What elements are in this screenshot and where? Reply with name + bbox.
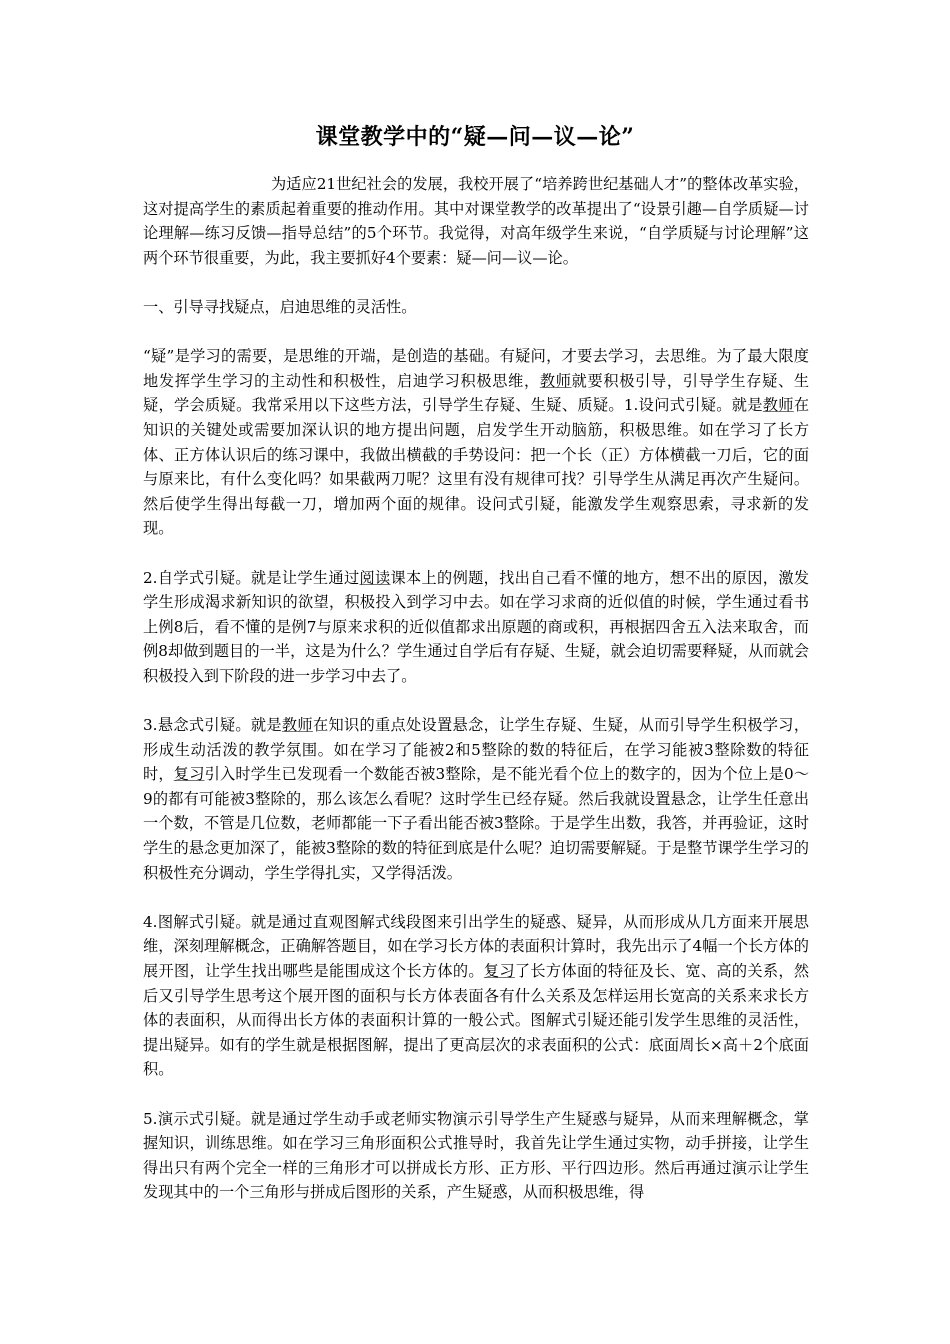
document-title: 课堂教学中的“疑—问—议—论”: [315, 124, 635, 150]
paragraph-1-text-b: 就要积极引导，引导学生存疑、生疑，学会质疑。我常采用以下这些方法，引导学生存疑、生疑、质疑。1.设问式引疑。就是: [143, 371, 810, 415]
link-review[interactable]: 复习: [483, 962, 515, 980]
paragraph-1-text-a: “疑”是学习的需要，是思维的开端，是创造的基础。有疑问，才要去学习，去思维。为了最大限度地发挥学生学习的主动性和积极性，启迪学习积极思维，: [143, 347, 809, 390]
paragraph-4: [143, 910, 809, 1082]
intro-paragraph: 为适应21世纪社会的发展，我校开展了“培养跨世纪基础人才”的整体改革实验，这对提高学生的素质起着重要的推动作用。其中对课堂教学的改革提出了“设景引趣—自学质疑—讨论理解—练习反馈—指导总结”的5个环节。我觉得，对高年级学生来说，“自学质疑与讨论理解”这两个环节很重要，为此，我主要抓好4个要素：疑—问—议—论。: [143, 175, 809, 267]
link-teacher[interactable]: 教师: [281, 716, 313, 735]
link-review[interactable]: 复习: [173, 765, 205, 784]
paragraph-2: [143, 566, 809, 689]
paragraph-1: [143, 344, 809, 541]
link-teacher[interactable]: 教师: [762, 396, 794, 415]
section-heading-1: 一、引导寻找疑点，启迪思维的灵活性。: [143, 297, 417, 316]
paragraph-3: [143, 713, 809, 885]
paragraph-2-text-a: 2.自学式引疑。就是让学生通过: [143, 568, 360, 587]
link-teacher[interactable]: 教师: [539, 371, 572, 390]
paragraph-3-text-a: 3.悬念式引疑。就是: [143, 716, 282, 735]
paragraph-1-text-c: 在知识的关键处或需要加深认识的地方提出问题，启发学生开动脑筋，积极思维。如在学习了长方体、正方体认识后的练习课中，我做出横截的手势设问：把一个长（正）方体横截一刀后，它的面与原来比，有什么变化吗？如果截两刀呢？这里有没有规律可找？引导学生从满足再次产生疑问。然后使学生得出每截一刀，增加两个面的规律。设问式引疑，能激发学生观察思索，寻求新的发现。: [143, 396, 809, 538]
link-reading[interactable]: 阅读: [359, 568, 391, 587]
paragraph-4-text-a: 4.图解式引疑。就是通过直观图解式线段图来引出学生的疑惑、疑异，从而形成从几方面来开展思维，深刻理解概念，正确解答题目，如在学习长方体的表面积计算时，我先出示了4幅一个长方体的展开图，让学生找出哪些是能围成这个长方体的。: [143, 912, 809, 980]
paragraph-5: 5.演示式引疑。就是通过学生动手或老师实物演示引导学生产生疑惑与疑异，从而来理解概念，掌握知识，训练思维。如在学习三角形面积公式推导时，我首先让学生通过实物，动手拼接，让学生得出只有两个完全一样的三角形才可以拼成长方形、正方形、平行四边形。然后再通过演示让学生发现其中的一个三角形与拼成后图形的关系，产生疑惑，从而积极思维，得: [143, 1109, 809, 1202]
paragraph-3-text-b: 在知识的重点处设置悬念，让学生存疑、生疑，从而引导学生积极学习，形成生动活泼的教学氛围。如在学习了能被2和5整除的数的特征后，在学习能被3整除数的特征时，: [143, 716, 810, 784]
paragraph-3-text-c: 引入时学生已发现看一个数能否被3整除，是不能光看个位上的数字的，因为个位上是0～9的都有可能被3整除的，那么该怎么看呢？这时学生已经存疑。然后我就设置悬念，让学生任意出一个数，不管是几位数，老师都能一下子看出能否被3整除。于是学生出数，我答，并再验证，这时学生的悬念更加深了，能被3整除的数的特征到底是什么呢？迫切需要解疑。于是整节课学生学习的积极性充分调动，学生学得扎实，又学得活泼。: [143, 765, 810, 882]
paragraph-4-text-b: 了长方体面的特征及长、宽、高的关系，然后又引导学生思考这个展开图的面积与长方体表面各有什么关系及怎样运用长宽高的关系来求长方体的表面积，从而得出长方体的表面积计算的一般公式。图解式引疑还能引发学生思维的灵活性，提出疑异。如有的学生就是根据图解，提出了更高层次的求表面积的公式：底面周长×高＋2个底面积。: [143, 962, 810, 1079]
document-body: [143, 172, 809, 1230]
paragraph-2-text-b: 课本上的例题，找出自己看不懂的地方，想不出的原因，激发学生形成渴求新知识的欲望，积极投入到学习中去。如在学习求商的近似值的时候，学生通过看书上例8后，看不懂的是例7与原来求积的近似值都求出原题的商或积，再根据四舍五入法来取舍，而例8却做到题目的一半，这是为什么？学生通过自学后有存疑、生疑，就会迫切需要释疑，从而就会积极投入到下阶段的进一步学习中去了。: [143, 568, 810, 685]
